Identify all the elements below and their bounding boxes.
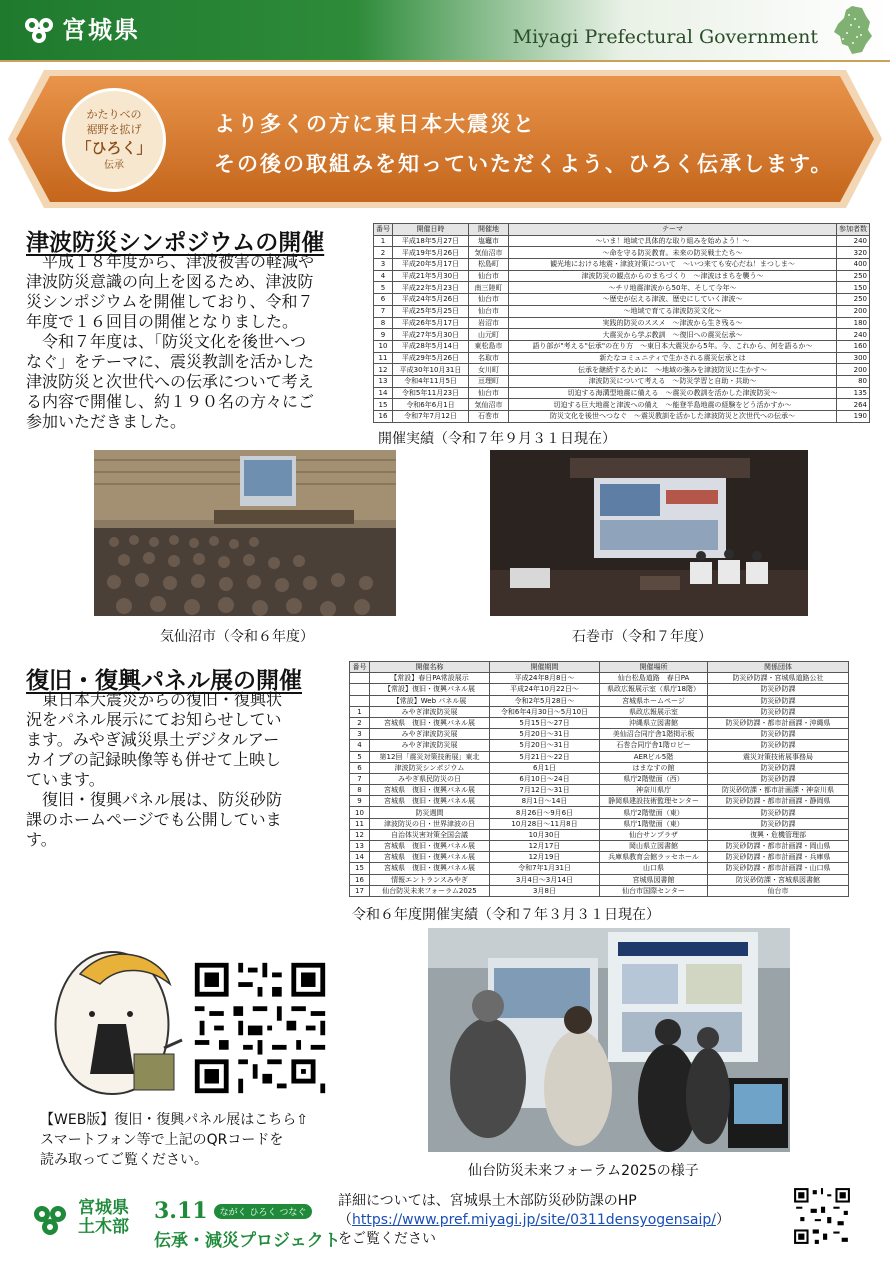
banner-message <box>214 104 833 184</box>
panel-exhibition-title: 復旧・復興パネル展の開催 <box>26 668 302 694</box>
table-cell: 14 <box>350 852 370 863</box>
table-cell: 8月1日～14日 <box>490 796 600 807</box>
table-cell: 10 <box>350 807 370 818</box>
table-cell: 12 <box>350 829 370 840</box>
table-cell: 宮城県 復旧・復興パネル展 <box>370 841 490 852</box>
table-cell: 令和6年4月30日～5月10日 <box>490 706 600 717</box>
table-cell: 女川町 <box>469 364 509 376</box>
table-row <box>350 695 849 706</box>
dept-name-line-2: 土木部 <box>78 1217 129 1237</box>
table-cell: 新たなコミュニティで生かされる震災伝承とは <box>509 352 837 364</box>
footer-info-line: をご覧ください <box>338 1231 436 1247</box>
table-cell: 14 <box>374 387 393 399</box>
table-cell: 兵庫県教育会館ラッセホール <box>600 852 708 863</box>
table-row <box>350 684 849 695</box>
footer-info-line: 詳細については、宮城県土木部防災砂防課のHP <box>338 1193 637 1209</box>
table-cell: 12月17日 <box>490 841 600 852</box>
table-cell: 15 <box>374 399 393 411</box>
table-row <box>374 364 870 376</box>
table-cell: 320 <box>837 247 870 259</box>
para-line: 況をパネル展示にてお知らせしてい <box>26 710 282 729</box>
table-cell: 3 <box>374 259 393 271</box>
table-cell: 防災週間 <box>370 807 490 818</box>
table-cell: 仙台市国際センター <box>600 885 708 896</box>
table-row <box>374 375 870 387</box>
table-row <box>374 305 870 317</box>
table-cell: 仙台松島道路 春日PA <box>600 673 708 684</box>
table-cell: 7 <box>350 773 370 784</box>
table-cell: 塩竈市 <box>469 235 509 247</box>
table-cell: 【常設】春日PA常設展示 <box>370 673 490 684</box>
th-place: 開催場所 <box>600 662 708 673</box>
table-row <box>350 841 849 852</box>
table-row <box>350 807 849 818</box>
table-cell: 名取市 <box>469 352 509 364</box>
table-row <box>350 785 849 796</box>
table-cell: 【常設】復旧・復興パネル展 <box>370 684 490 695</box>
table-cell: 防災砂防課 <box>708 740 849 751</box>
table-cell: 石巻市 <box>469 411 509 423</box>
table-cell: 仙台市 <box>469 387 509 399</box>
table-cell: 防災砂防課・都市計画課・岡山県 <box>708 841 849 852</box>
table-cell: ～歴史が伝える津波、歴史にしていく津波～ <box>509 294 837 306</box>
table-cell: 平成18年5月27日 <box>393 235 469 247</box>
table-cell: 5 <box>374 282 393 294</box>
table-cell: 宮城県 復旧・復興パネル展 <box>370 785 490 796</box>
table-cell: 実践的防災のススメ ～津波から生き残る～ <box>509 317 837 329</box>
table-row <box>374 317 870 329</box>
table-row <box>350 673 849 684</box>
table-cell: 令和6年6月1日 <box>393 399 469 411</box>
table-cell: 11 <box>350 818 370 829</box>
table-cell: 仙台サンプラザ <box>600 829 708 840</box>
hiroku-badge <box>62 88 166 192</box>
badge-line-1: かたりべの <box>86 108 142 121</box>
table-cell: 語り部が"考える"伝承"の在り方 ～東日本大震災から5年。今、これから、何を語るか～ <box>509 340 837 352</box>
table-cell: 情報エントランスみやぎ <box>370 874 490 885</box>
dept-name <box>78 1199 129 1237</box>
table-cell: はまなすの館 <box>600 762 708 773</box>
th-number: 番号 <box>374 224 393 236</box>
table-cell: 防災砂防課・都市計画課・静岡県 <box>708 796 849 807</box>
kesennuma-symposium-photo <box>94 450 396 616</box>
table-cell: 17 <box>350 885 370 896</box>
table-cell: 防災砂防課 <box>708 695 849 706</box>
table-cell: 200 <box>837 305 870 317</box>
banner-line-1: より多くの方に東日本大震災と <box>214 112 536 136</box>
table-cell: 15 <box>350 863 370 874</box>
table-cell: 令和4年11月5日 <box>393 375 469 387</box>
table-cell: 令和7年1月31日 <box>490 863 600 874</box>
table-cell: 仙台市 <box>708 885 849 896</box>
table-cell: 190 <box>837 411 870 423</box>
table-cell: 防災砂防課・宮城県道路公社 <box>708 673 849 684</box>
para-line: 課のホームページでも公開していま <box>26 810 282 829</box>
table-cell: ～命を守る防災教育。未来の防災戦士たち～ <box>509 247 837 259</box>
table-cell: 6月1日 <box>490 762 600 773</box>
table-cell: 伝承を継続するために ～地域の強みを津波防災に生かす～ <box>509 364 837 376</box>
prefecture-logo[interactable] <box>22 10 140 45</box>
table-cell <box>350 695 370 706</box>
miyagi-emblem-icon <box>22 11 56 45</box>
th-theme: テーマ <box>509 224 837 236</box>
table-cell: 3月4日～3月14日 <box>490 874 600 885</box>
table-cell: 美仙沼合同庁舎1階掲示板 <box>600 729 708 740</box>
table-cell: 12月19日 <box>490 852 600 863</box>
table-cell: 防災砂防課 <box>708 684 849 695</box>
government-title: Miyagi Prefectural Government <box>512 26 818 48</box>
table-row <box>374 282 870 294</box>
qr-note-line: スマートフォン等で上記のQRコードを <box>40 1132 284 1148</box>
table-row <box>350 796 849 807</box>
ishinomaki-photo-caption: 石巻市（令和７年度） <box>572 629 712 645</box>
table-cell: 令和2年5月28日～ <box>490 695 600 706</box>
table-cell: 4 <box>374 270 393 282</box>
symposium-table-caption: 開催実績（令和７年９月３１日現在） <box>378 431 616 447</box>
table-cell: 宮城県 復旧・復興パネル展 <box>370 863 490 874</box>
panel-exhibition-qr-code[interactable] <box>190 958 330 1098</box>
badge-line-2: 裾野を拡げ <box>86 123 142 136</box>
table-cell: 300 <box>837 352 870 364</box>
table-cell: 沖縄県立図書館 <box>600 717 708 728</box>
table-row <box>350 818 849 829</box>
th-date: 開催日時 <box>393 224 469 236</box>
table-cell: 切迫する巨大地震と津波への備え ～能登半島地震の経験をどう活かすか～ <box>509 399 837 411</box>
para-line: 年度で１６回目の開催となりました。 <box>26 312 299 331</box>
table-cell: 津波防災について考える ～防災学習と自助・共助～ <box>509 375 837 387</box>
table-cell: 県政広報展示室（県庁18階） <box>600 684 708 695</box>
table-cell: 16 <box>350 874 370 885</box>
para-line: 津波防災意識の向上を図るため、津波防 <box>26 272 314 291</box>
panel-table-caption: 令和６年度開催実績（令和７年３月３１日現在） <box>352 907 660 923</box>
table-cell: 震災対策技術展事務局 <box>708 751 849 762</box>
table-header-row <box>374 224 870 236</box>
para-line: なぐ」をテーマに、震災教訓を活かした <box>26 352 315 371</box>
table-cell: 平成26年5月17日 <box>393 317 469 329</box>
table-cell: 令和5年11月23日 <box>393 387 469 399</box>
table-row <box>350 706 849 717</box>
table-row <box>350 885 849 896</box>
table-cell: 平成28年5月14日 <box>393 340 469 352</box>
th-venue: 開催地 <box>469 224 509 236</box>
table-cell: 防災砂防課 <box>708 706 849 717</box>
table-cell: 大震災から学ぶ教訓 ～復旧への震災伝承～ <box>509 329 837 341</box>
table-cell: 平成24年10月22日～ <box>490 684 600 695</box>
miyagi-emblem-icon <box>30 1198 70 1238</box>
table-cell: 240 <box>837 235 870 247</box>
table-cell <box>350 684 370 695</box>
table-cell: 令和7年7月12日 <box>393 411 469 423</box>
symposium-table-body <box>374 235 870 422</box>
forum-photo-caption: 仙台防災未来フォーラム2025の様子 <box>468 1163 699 1179</box>
table-cell: 1 <box>374 235 393 247</box>
table-cell: 400 <box>837 259 870 271</box>
table-cell: 仙台市 <box>469 294 509 306</box>
badge-line-4: 伝承 <box>104 160 124 171</box>
table-cell: 平成30年10月31日 <box>393 364 469 376</box>
table-row <box>374 352 870 364</box>
table-cell: 5月20日～31日 <box>490 740 600 751</box>
table-row <box>350 740 849 751</box>
table-row <box>374 411 870 423</box>
table-cell: 防災砂防課 <box>708 773 849 784</box>
table-cell: 静岡県建設技術監理センター <box>600 796 708 807</box>
table-cell: 県庁2階壁面（東） <box>600 807 708 818</box>
table-cell: 250 <box>837 294 870 306</box>
table-cell: 防災文化を後世へつなぐ ～震災教訓を活かした津波防災と次世代への伝承～ <box>509 411 837 423</box>
table-cell: 8月26日～9月6日 <box>490 807 600 818</box>
para-line: る内容で開催し、約１９０名の方々にご <box>26 392 315 411</box>
table-cell: 県庁1階壁面（東） <box>600 818 708 829</box>
table-cell: 仙台市 <box>469 270 509 282</box>
table-row <box>374 247 870 259</box>
table-cell: 防災砂防課 <box>708 807 849 818</box>
table-cell: 防災砂防課・都市計画課・兵庫県 <box>708 852 849 863</box>
table-header-row <box>350 662 849 673</box>
table-cell: 津波防災シンポジウム <box>370 762 490 773</box>
table-cell: 3 <box>350 729 370 740</box>
qr-note-line: 【WEB版】復旧・復興パネル展はこちら⇧ <box>40 1112 309 1128</box>
table-row <box>350 829 849 840</box>
table-cell: 135 <box>837 387 870 399</box>
table-row <box>350 874 849 885</box>
table-cell: 13 <box>374 375 393 387</box>
table-cell: 200 <box>837 364 870 376</box>
table-cell: 宮城県ホームページ <box>600 695 708 706</box>
table-cell: 250 <box>837 270 870 282</box>
table-cell: 岡山県立図書館 <box>600 841 708 852</box>
table-cell: 2 <box>374 247 393 259</box>
th-organization: 関係団体 <box>708 662 849 673</box>
qr-note-line: 読み取ってご覧ください。 <box>40 1152 208 1168</box>
table-cell: 平成24年5月26日 <box>393 294 469 306</box>
para-line: 災シンポジウムを開催しており、令和７ <box>26 292 314 311</box>
table-cell: 平成29年5月26日 <box>393 352 469 364</box>
table-cell: 180 <box>837 317 870 329</box>
table-cell: 8 <box>350 785 370 796</box>
table-row <box>350 762 849 773</box>
table-cell: 松島町 <box>469 259 509 271</box>
table-cell: 観光地における地震・津波対策について ～いつ来ても安心だね！まつしま～ <box>509 259 837 271</box>
table-cell: 5 <box>350 751 370 762</box>
table-row <box>374 399 870 411</box>
table-cell: 県庁2階壁面（西） <box>600 773 708 784</box>
homepage-qr-code[interactable] <box>792 1186 852 1246</box>
table-cell: 防災砂防課・都市計画課・沖縄県 <box>708 717 849 728</box>
table-cell: 津波防災の観点からのまちづくり ～津波はまちを襲う～ <box>509 270 837 282</box>
table-cell: 7 <box>374 305 393 317</box>
table-cell: 自治体災害対策全国会議 <box>370 829 490 840</box>
th-number: 番号 <box>350 662 370 673</box>
mascot-illustration <box>40 944 184 1104</box>
table-row <box>350 717 849 728</box>
table-row <box>350 852 849 863</box>
table-cell: 防災砂防課 <box>708 729 849 740</box>
table-row <box>350 751 849 762</box>
qr-instruction <box>40 1110 340 1170</box>
dept-logo <box>30 1198 129 1238</box>
table-cell: 12 <box>374 364 393 376</box>
table-row <box>374 235 870 247</box>
project-tagline: ながく ひろく つなぐ <box>214 1204 313 1219</box>
table-cell: 6 <box>350 762 370 773</box>
th-participants: 参加者数 <box>837 224 870 236</box>
header-divider <box>0 60 890 62</box>
table-cell: 亘理町 <box>469 375 509 387</box>
table-cell: 気仙沼市 <box>469 399 509 411</box>
table-cell: 防災砂防課・宮城県図書館 <box>708 874 849 885</box>
table-cell: 5月21日～22日 <box>490 751 600 762</box>
table-cell: 復興・危機管理部 <box>708 829 849 840</box>
table-cell: 平成20年5月17日 <box>393 259 469 271</box>
table-cell: 宮城県 復旧・復興パネル展 <box>370 796 490 807</box>
table-cell: 【常設】Web パネル展 <box>370 695 490 706</box>
table-cell: 神奈川県庁 <box>600 785 708 796</box>
table-cell: 仙台防災未来フォーラム2025 <box>370 885 490 896</box>
badge-line-3: 「ひろく」 <box>76 139 152 157</box>
table-cell: 宮城県 復旧・復興パネル展 <box>370 717 490 728</box>
para-line: ています。 <box>26 770 105 789</box>
table-cell: 2 <box>350 717 370 728</box>
table-cell: 9 <box>350 796 370 807</box>
table-cell: 第12回「震災対策技術展」東北 <box>370 751 490 762</box>
table-cell: みやぎ津波防災展 <box>370 706 490 717</box>
table-cell: 岩沼市 <box>469 317 509 329</box>
table-cell: 10 <box>374 340 393 352</box>
table-row <box>350 773 849 784</box>
table-cell: 平成25年5月25日 <box>393 305 469 317</box>
para-line: 東日本大震災からの復旧・復興状 <box>26 690 283 709</box>
table-cell: 16 <box>374 411 393 423</box>
table-cell: 9 <box>374 329 393 341</box>
table-cell: 防災砂防課・都市計画課・山口県 <box>708 863 849 874</box>
table-row <box>374 340 870 352</box>
table-cell: 防災砂防課・都市計画課・神奈川県 <box>708 785 849 796</box>
table-cell: 4 <box>350 740 370 751</box>
table-row <box>374 259 870 271</box>
table-cell: 264 <box>837 399 870 411</box>
symposium-description <box>26 252 366 432</box>
table-cell: みやぎ津波防災展 <box>370 740 490 751</box>
table-cell: 石巻合同庁舎1階ロビー <box>600 740 708 751</box>
table-cell: 1 <box>350 706 370 717</box>
table-cell: 240 <box>837 329 870 341</box>
table-cell: 宮城県 復旧・復興パネル展 <box>370 852 490 863</box>
table-cell: 6月10日～24日 <box>490 773 600 784</box>
kesennuma-photo-caption: 気仙沼市（令和６年度） <box>160 629 314 645</box>
table-cell: 宮城県図書館 <box>600 874 708 885</box>
forum-photo <box>428 928 790 1152</box>
para-line: ます。みやぎ減災県土デジタルアー <box>26 730 280 749</box>
table-cell: 8 <box>374 317 393 329</box>
table-cell: ～いま！地域で具体的な取り組みを始めよう！～ <box>509 235 837 247</box>
table-cell: 気仙沼市 <box>469 247 509 259</box>
table-cell: 平成19年5月26日 <box>393 247 469 259</box>
table-cell: 平成21年5月30日 <box>393 270 469 282</box>
para-line: 復旧・復興パネル展は、防災砂防 <box>26 790 283 809</box>
dept-name-line-1: 宮城県 <box>78 1198 129 1218</box>
table-cell: AERビル5階 <box>600 751 708 762</box>
project-name: 伝承・減災プロジェクト <box>154 1231 341 1251</box>
table-cell: 平成27年5月30日 <box>393 329 469 341</box>
table-cell: 5月15日～27日 <box>490 717 600 728</box>
table-row <box>350 729 849 740</box>
project-311: 3.11 <box>154 1198 208 1224</box>
table-row <box>374 387 870 399</box>
th-name: 開催名称 <box>370 662 490 673</box>
table-cell: ～地域で育てる津波防災文化～ <box>509 305 837 317</box>
table-row <box>374 329 870 341</box>
table-cell: 3月8日 <box>490 885 600 896</box>
table-cell: 150 <box>837 282 870 294</box>
table-cell: 防災砂防課 <box>708 818 849 829</box>
table-cell: みやぎ津波防災展 <box>370 729 490 740</box>
table-cell: 10月30日 <box>490 829 600 840</box>
symposium-title: 津波防災シンポジウムの開催 <box>26 230 325 256</box>
table-cell: 南三陸町 <box>469 282 509 294</box>
table-cell: 5月20日～31日 <box>490 729 600 740</box>
table-cell: みやぎ県民防災の日 <box>370 773 490 784</box>
symposium-table <box>373 223 870 423</box>
site-header <box>0 0 890 62</box>
para-line: 津波防災と次世代への伝承について考え <box>26 372 314 391</box>
bosai-sabo-homepage-link[interactable]: https://www.pref.miyagi.jp/site/0311densyogensaip/ <box>352 1212 717 1228</box>
table-cell: 切迫する海溝型地震に備える ～震災の教訓を活かした津波防災～ <box>509 387 837 399</box>
table-cell: 津波防災の日・世界津波の日 <box>370 818 490 829</box>
table-cell: 10月28日～11月8日 <box>490 818 600 829</box>
para-line: 令和７年度は、「防災文化を後世へつ <box>26 332 307 351</box>
table-row <box>374 294 870 306</box>
footer-info: 詳細については、宮城県土木部防災砂防課のHP （https://www.pref.miyagi.jp/site/0311densyogensaip/） をご覧ください <box>338 1193 731 1247</box>
table-row <box>374 270 870 282</box>
table-cell: 平成24年8月8日～ <box>490 673 600 684</box>
table-cell: 仙台市 <box>469 305 509 317</box>
para-line: カイブの記録映像等も併せて上映し <box>26 750 282 769</box>
table-cell: 県政広報展示室 <box>600 706 708 717</box>
table-cell: 11 <box>374 352 393 364</box>
table-cell: ～チリ地震津波から50年、そして今年～ <box>509 282 837 294</box>
ishinomaki-symposium-photo <box>490 450 808 616</box>
table-cell <box>350 673 370 684</box>
table-cell: 80 <box>837 375 870 387</box>
th-period: 開催期間 <box>490 662 600 673</box>
panel-exhibition-table-body <box>350 673 849 897</box>
hero-banner <box>4 66 886 212</box>
table-cell: 7月12日～31日 <box>490 785 600 796</box>
logo-text: 宮城県 <box>62 16 140 44</box>
panel-exhibition-table <box>349 661 849 897</box>
table-cell: 6 <box>374 294 393 306</box>
table-cell: 平成22年5月23日 <box>393 282 469 294</box>
table-cell: 東松島市 <box>469 340 509 352</box>
table-cell: 防災砂防課 <box>708 762 849 773</box>
table-cell: 山口県 <box>600 863 708 874</box>
para-line: す。 <box>26 830 57 849</box>
table-cell: 13 <box>350 841 370 852</box>
banner-line-2: その後の取組みを知っていただくよう、ひろく伝承します。 <box>214 152 834 176</box>
miyagi-map-icon <box>822 4 876 56</box>
table-cell: 山元町 <box>469 329 509 341</box>
table-cell: 160 <box>837 340 870 352</box>
panel-exhibition-description <box>26 690 342 850</box>
project-logo <box>154 1198 341 1251</box>
para-line: 参加いただきました。 <box>26 412 187 431</box>
table-row <box>350 863 849 874</box>
para-line: 平成１８年度から、津波被害の軽減や <box>26 252 315 271</box>
